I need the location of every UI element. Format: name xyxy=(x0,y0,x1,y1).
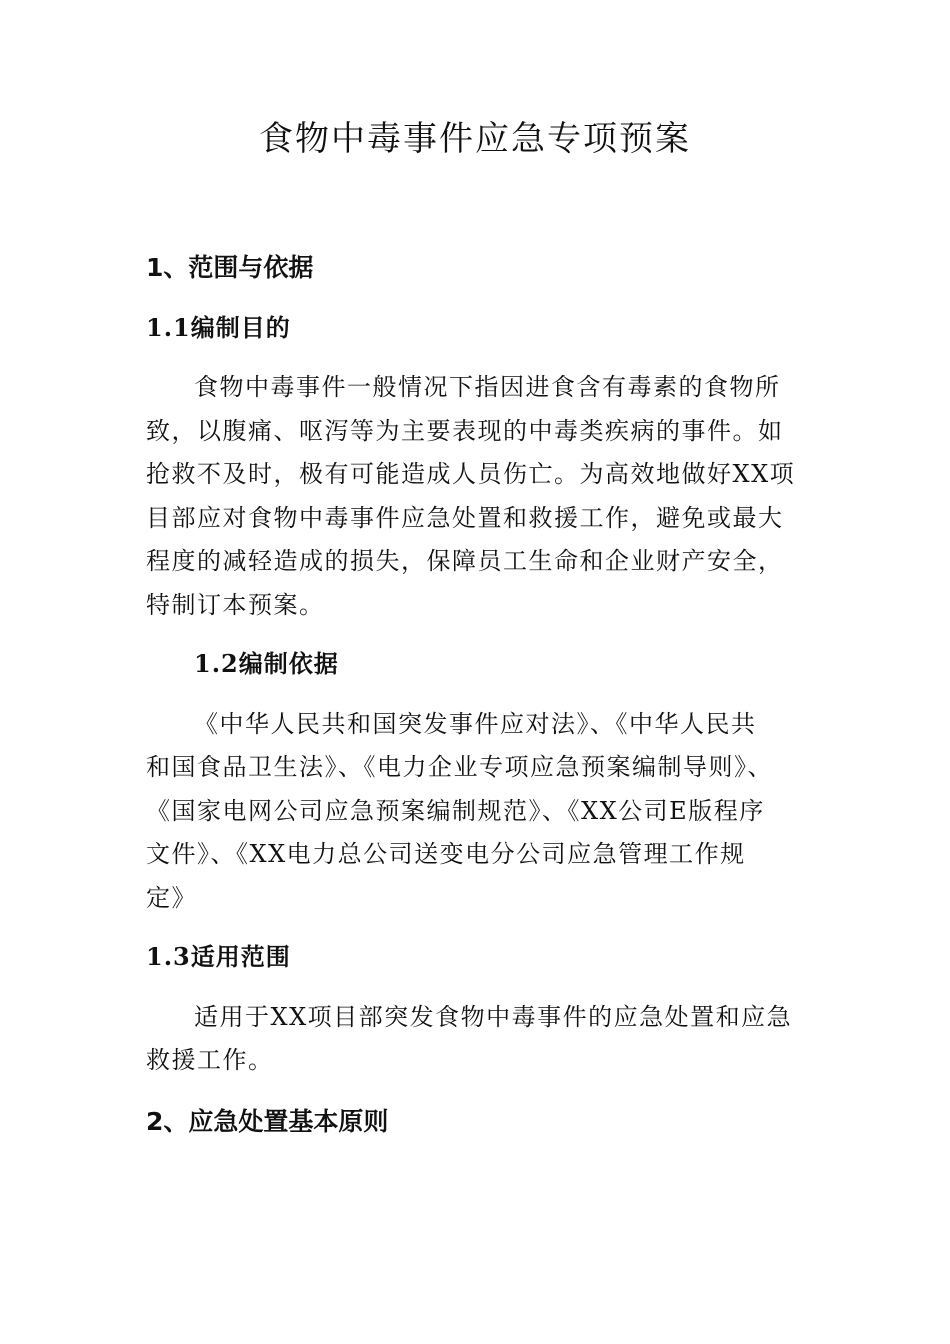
section-1-1-heading: 1.1编制目的 xyxy=(146,313,291,342)
paragraph-line: 文件》、《XX电力总公司送变电分公司应急管理工作规 xyxy=(146,840,746,868)
paragraph-line: 救援工作。 xyxy=(146,1046,274,1074)
section-2-heading: 2、应急处置基本原则 xyxy=(146,1107,389,1136)
section-1-2-heading: 1.2编制依据 xyxy=(194,649,339,678)
paragraph-line: 食物中毒事件一般情况下指因进食含有毒素的食物所 xyxy=(194,373,781,401)
paragraph-line: 适用于XX项目部突发食物中毒事件的应急处置和应急 xyxy=(194,1003,793,1031)
paragraph-line: 特制订本预案。 xyxy=(146,591,325,619)
paragraph-line: 《中华人民共和国突发事件应对法》、《中华人民共 xyxy=(194,710,757,738)
section-1-heading: 1、范围与依据 xyxy=(146,253,314,282)
paragraph-line: 致，以腹痛、呕泻等为主要表现的中毒类疾病的事件。如 xyxy=(146,417,784,445)
section-1-3-heading: 1.3适用范围 xyxy=(146,942,291,971)
paragraph-line: 目部应对食物中毒事件应急处置和救援工作，避免或最大 xyxy=(146,504,784,532)
paragraph-line: 《国家电网公司应急预案编制规范》、《XX公司E版程序 xyxy=(146,797,765,825)
paragraph-line: 抢救不及时，极有可能造成人员伤亡。为高效地做好XX项 xyxy=(146,460,796,488)
paragraph-line: 定》 xyxy=(146,884,197,912)
paragraph-line: 和国食品卫生法》、《电力企业专项应急预案编制导则》、 xyxy=(146,753,773,781)
document-title: 食物中毒事件应急专项预案 xyxy=(259,119,691,159)
paragraph-line: 程度的减轻造成的损失，保障员工生命和企业财产安全， xyxy=(146,547,784,575)
